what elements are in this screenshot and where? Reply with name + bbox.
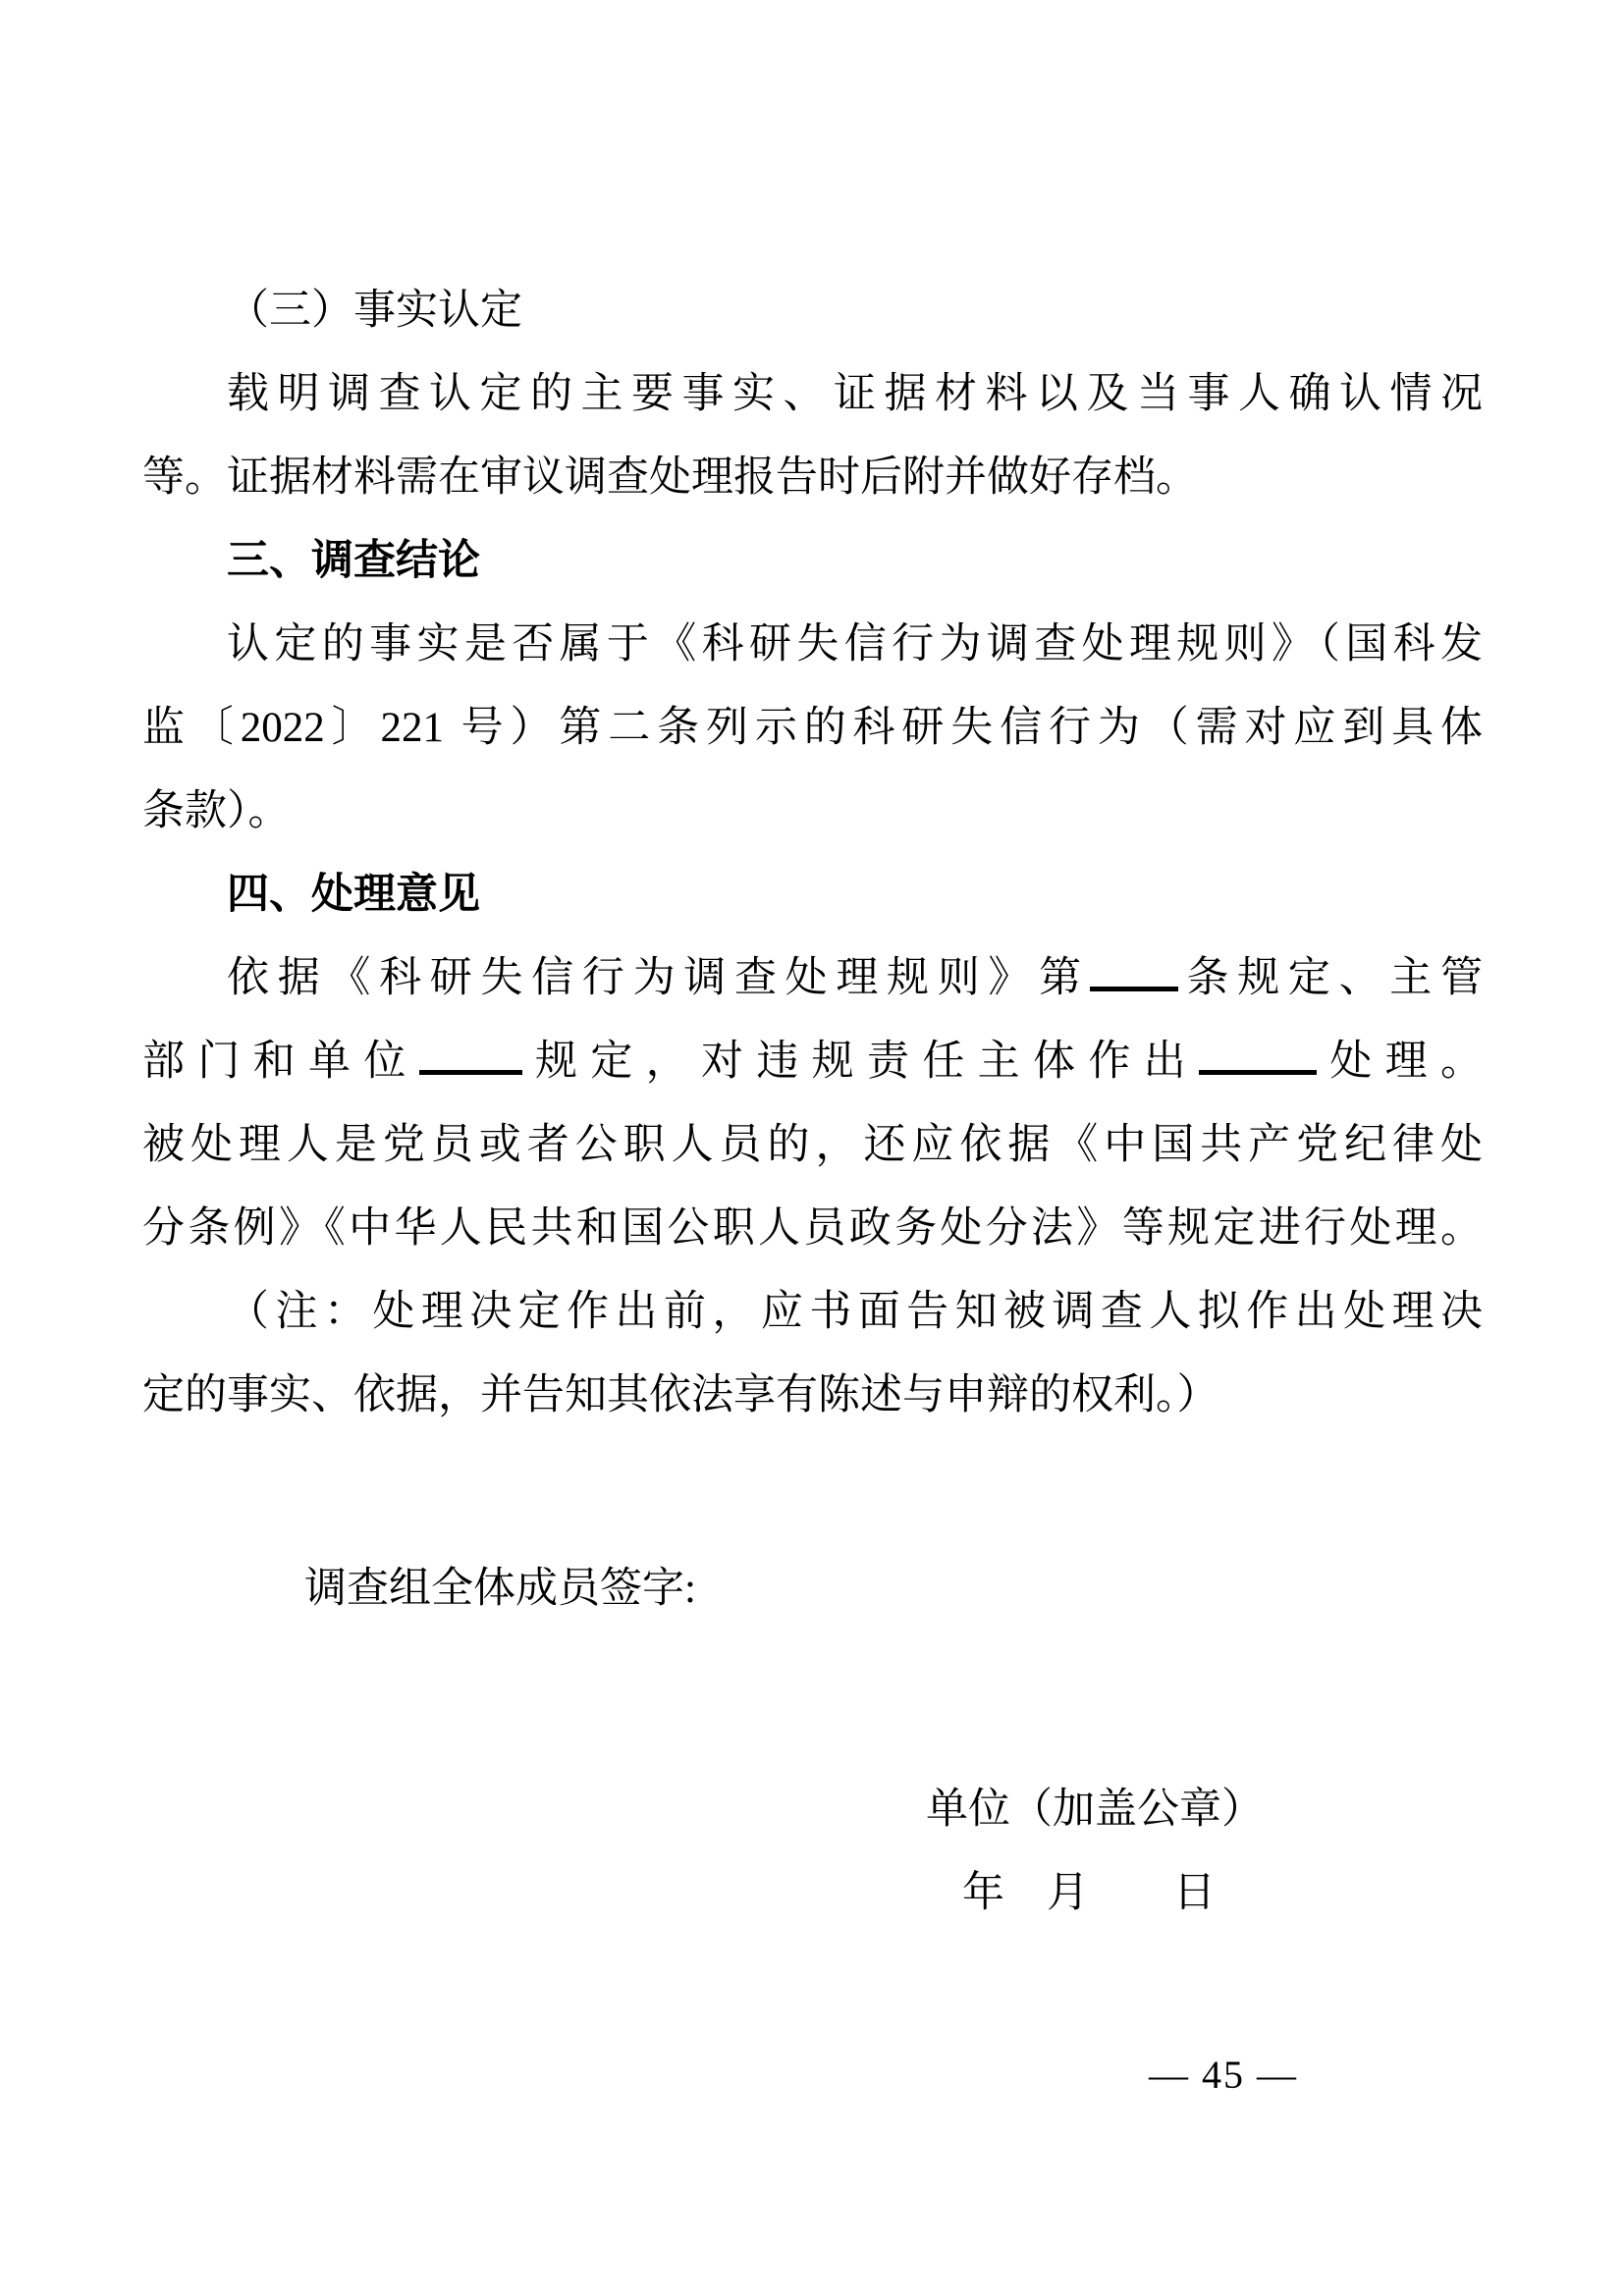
text-line: 部门和单位 规定，对违规责任主体作出 处理。 — [142, 1020, 1483, 1103]
text-line: （注：处理决定作出前，应书面告知被调查人拟作出处理决 — [227, 1289, 1483, 1335]
page-number: — 45 — — [1149, 2053, 1298, 2097]
investigation-team-signature-label: 调查组全体成员签字: — [304, 1566, 696, 1612]
date-fill-line: 年 月 日 — [962, 1870, 1216, 1916]
paragraph-handling-opinion — [142, 936, 1483, 1270]
paragraph-note — [142, 1270, 1483, 1437]
document-body — [142, 269, 1483, 1935]
section-heading-investigation-conclusion: 三、调查结论 — [227, 537, 480, 584]
text-line: 载明调查认定的主要事实、证据材料以及当事人确认情况 — [227, 371, 1483, 417]
text-line: 条款）。 — [142, 788, 291, 834]
text-line: 等。证据材料需在审议调查处理报告时后附并做好存档。 — [142, 454, 1198, 501]
text-line: 依据《科研失信行为调查处理规则》第 条规定、主管 — [142, 936, 1483, 1020]
section-heading-fact-determination: （三）事实认定 — [227, 288, 522, 334]
section-heading-handling-opinion: 四、处理意见 — [227, 871, 480, 918]
text-line: 被处理人是党员或者公职人员的，还应依据《中国共产党纪律处 — [142, 1122, 1483, 1168]
fill-in-blank — [1090, 947, 1178, 991]
text-line: 定的事实、依据，并告知其依法享有陈述与申辩的权利。） — [142, 1372, 1219, 1418]
text-line: 监〔2022〕221 号）第二条列示的科研失信行为（需对应到具体 — [142, 705, 1483, 751]
paragraph-fact-determination — [142, 352, 1483, 519]
fill-in-blank — [419, 1031, 522, 1075]
fill-in-blank — [1199, 1031, 1317, 1075]
unit-seal-label: 单位（加盖公章） — [926, 1787, 1264, 1833]
text-line: 认定的事实是否属于《科研失信行为调查处理规则》（国科发 — [227, 621, 1483, 667]
text-line: 分条例》《中华人民共和国公职人员政务处分法》等规定进行处理。 — [142, 1205, 1483, 1252]
document-sections — [142, 269, 1483, 1437]
paragraph-investigation-conclusion — [142, 603, 1483, 853]
